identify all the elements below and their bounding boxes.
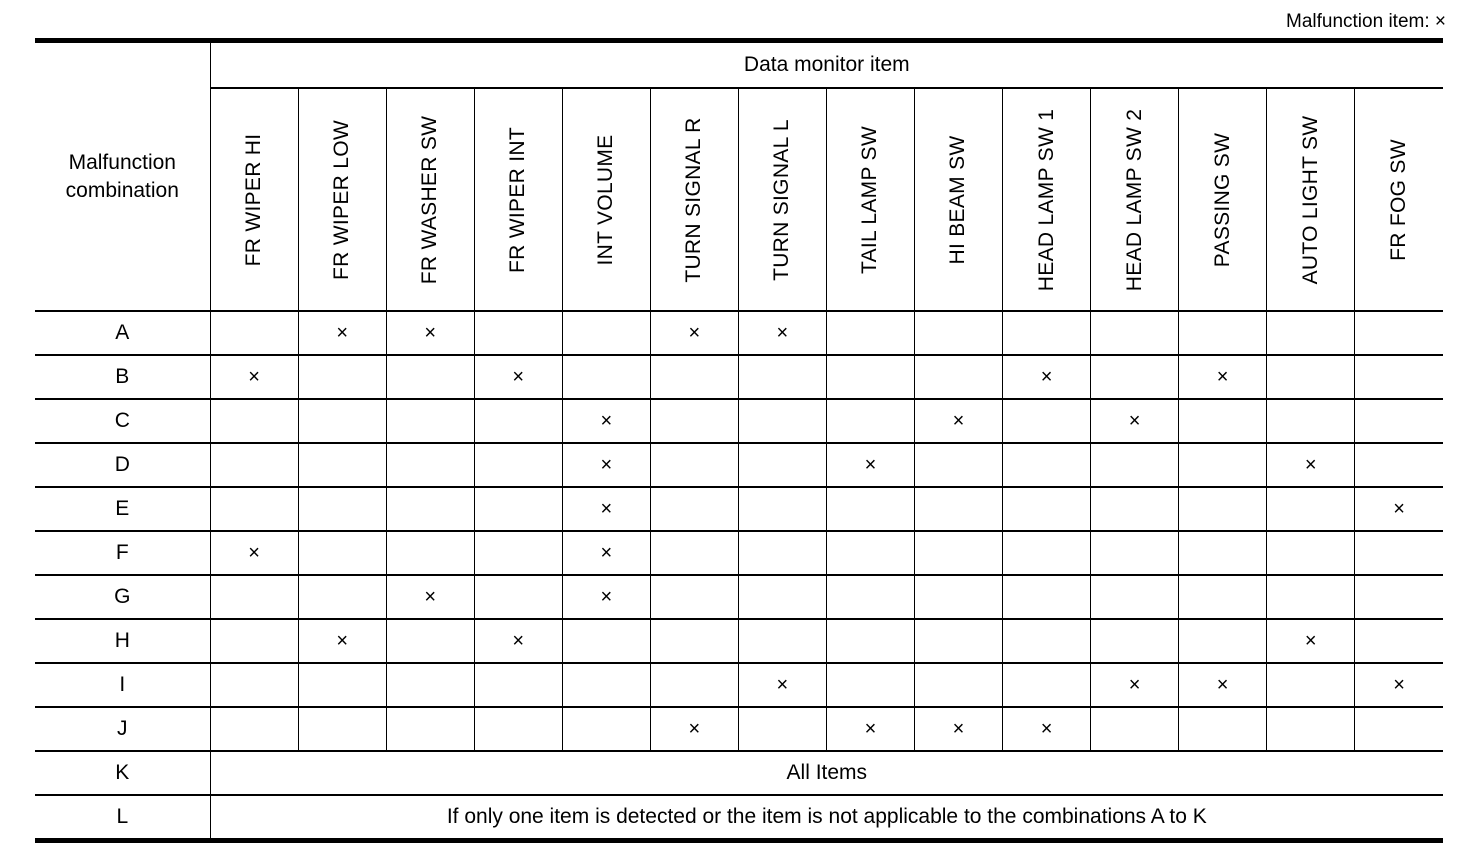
column-header	[914, 88, 1002, 311]
table-row	[35, 443, 1443, 487]
header-row-group	[35, 41, 1443, 89]
column-header-label: FR WIPER LOW	[330, 119, 354, 280]
table-cell	[562, 443, 650, 487]
column-header-label: HEAD LAMP SW 1	[1034, 108, 1058, 291]
table-cell	[1355, 663, 1443, 707]
table-cell	[826, 619, 914, 663]
table-cell	[650, 399, 738, 443]
table-cell	[1179, 487, 1267, 531]
table-cell	[562, 707, 650, 751]
malfunction-mark: ×	[776, 674, 789, 696]
table-cell	[650, 531, 738, 575]
column-header	[1179, 88, 1267, 311]
table-row	[35, 399, 1443, 443]
table-cell	[914, 619, 1002, 663]
table-cell	[650, 355, 738, 399]
column-header-label: TURN SIGNAL R	[682, 116, 706, 283]
table-cell	[650, 619, 738, 663]
table-cell	[826, 487, 914, 531]
column-header	[1355, 88, 1443, 311]
malfunction-mark: ×	[1216, 366, 1229, 388]
table-cell	[826, 311, 914, 355]
malfunction-mark: ×	[1304, 630, 1317, 652]
malfunction-mark: ×	[600, 498, 613, 520]
table-cell	[914, 663, 1002, 707]
table-cell	[826, 443, 914, 487]
table-cell	[1267, 531, 1355, 575]
column-header	[562, 88, 650, 311]
malfunction-mark: ×	[1393, 674, 1405, 696]
table-cell	[1179, 355, 1267, 399]
table-cell	[474, 487, 562, 531]
malfunction-mark: ×	[1216, 674, 1229, 696]
table-cell	[914, 531, 1002, 575]
row-label: I	[35, 663, 210, 707]
column-header-label: TURN SIGNAL L	[770, 118, 794, 281]
table-cell	[298, 663, 386, 707]
table-cell	[386, 663, 474, 707]
table-cell	[1179, 531, 1267, 575]
table-cell	[210, 619, 298, 663]
table-cell	[1091, 399, 1179, 443]
table-cell	[1091, 663, 1179, 707]
table-cell	[738, 707, 826, 751]
table-cell	[562, 311, 650, 355]
malfunction-mark: ×	[600, 454, 613, 476]
table-cell	[1003, 399, 1091, 443]
span-cell: All Items	[210, 751, 1443, 795]
table-cell	[210, 443, 298, 487]
malfunction-mark: ×	[600, 410, 613, 432]
malfunction-mark: ×	[864, 454, 877, 476]
malfunction-mark: ×	[1393, 498, 1405, 520]
group-header: Data monitor item	[210, 41, 1443, 89]
table-cell	[650, 575, 738, 619]
row-label: G	[35, 575, 210, 619]
column-header	[738, 88, 826, 311]
malfunction-mark: ×	[512, 630, 525, 652]
table-cell	[1355, 487, 1443, 531]
table-cell	[1091, 355, 1179, 399]
table-cell	[298, 707, 386, 751]
table-cell	[1355, 531, 1443, 575]
table-cell	[1179, 575, 1267, 619]
table-cell	[1091, 487, 1179, 531]
table-cell	[738, 399, 826, 443]
table-cell	[562, 531, 650, 575]
table-cell	[298, 531, 386, 575]
table-cell	[474, 531, 562, 575]
table-cell	[738, 531, 826, 575]
table-cell	[1003, 619, 1091, 663]
table-cell	[1091, 619, 1179, 663]
table-cell	[298, 399, 386, 443]
table-cell	[1003, 311, 1091, 355]
table-cell	[650, 311, 738, 355]
table-cell	[298, 487, 386, 531]
table-cell	[1003, 575, 1091, 619]
column-header	[474, 88, 562, 311]
corner-label: Malfunction combination	[65, 150, 179, 202]
table-cell	[826, 531, 914, 575]
column-header-label: FR WIPER HI	[242, 133, 266, 266]
table-cell	[1091, 707, 1179, 751]
malfunction-mark: ×	[776, 322, 789, 344]
table-cell	[298, 311, 386, 355]
table-cell	[826, 575, 914, 619]
table-cell	[826, 399, 914, 443]
table-cell	[474, 619, 562, 663]
table-cell	[914, 399, 1002, 443]
column-header-label: TAIL LAMP SW	[858, 125, 882, 274]
table-cell	[386, 487, 474, 531]
table-cell	[298, 575, 386, 619]
table-cell	[386, 399, 474, 443]
malfunction-mark: ×	[1304, 454, 1317, 476]
row-label: D	[35, 443, 210, 487]
table-cell	[914, 487, 1002, 531]
table-cell	[1179, 311, 1267, 355]
table-cell	[386, 575, 474, 619]
malfunction-mark: ×	[952, 410, 965, 432]
table-cell	[210, 355, 298, 399]
table-cell	[1267, 619, 1355, 663]
table-cell	[650, 443, 738, 487]
table-cell	[386, 311, 474, 355]
table-cell	[562, 487, 650, 531]
table-cell	[1091, 575, 1179, 619]
column-header	[1003, 88, 1091, 311]
column-header-label: PASSING SW	[1210, 132, 1234, 267]
table-cell	[474, 311, 562, 355]
table-cell	[474, 443, 562, 487]
table-cell	[1267, 707, 1355, 751]
table-cell	[386, 707, 474, 751]
table-cell	[826, 663, 914, 707]
table-cell	[914, 443, 1002, 487]
malfunction-mark: ×	[1128, 410, 1141, 432]
table-body	[35, 311, 1443, 841]
table-cell	[210, 311, 298, 355]
table-cell	[1355, 575, 1443, 619]
row-label: J	[35, 707, 210, 751]
column-header	[1267, 88, 1355, 311]
table-cell	[650, 707, 738, 751]
malfunction-mark: ×	[1040, 718, 1053, 740]
table-cell	[738, 443, 826, 487]
legend: Malfunction item: ×	[1286, 11, 1446, 32]
table-cell	[1003, 663, 1091, 707]
table-cell	[210, 531, 298, 575]
malfunction-mark: ×	[424, 586, 437, 608]
malfunction-mark: ×	[688, 322, 701, 344]
malfunction-mark: ×	[1040, 366, 1053, 388]
table-row	[35, 795, 1443, 841]
table-cell	[1267, 311, 1355, 355]
table-row	[35, 311, 1443, 355]
column-header-label: FR WIPER INT	[506, 126, 530, 273]
table-cell	[562, 355, 650, 399]
table-cell	[650, 487, 738, 531]
column-header-label: HEAD LAMP SW 2	[1122, 108, 1146, 291]
table-row	[35, 575, 1443, 619]
row-label: K	[35, 751, 210, 795]
table-cell	[562, 663, 650, 707]
corner-header	[35, 41, 210, 312]
table-cell	[1355, 619, 1443, 663]
column-header-row	[35, 88, 1443, 311]
table-row	[35, 619, 1443, 663]
table-row	[35, 487, 1443, 531]
table-cell	[386, 619, 474, 663]
table-cell	[562, 399, 650, 443]
row-label: H	[35, 619, 210, 663]
table-cell	[1179, 619, 1267, 663]
table-cell	[826, 707, 914, 751]
table-row	[35, 663, 1443, 707]
row-label: C	[35, 399, 210, 443]
column-header-label: INT VOLUME	[594, 134, 618, 265]
table-cell	[298, 443, 386, 487]
malfunction-mark: ×	[336, 630, 348, 652]
table-cell	[1267, 575, 1355, 619]
table-cell	[1179, 707, 1267, 751]
malfunction-mark: ×	[512, 366, 525, 388]
malfunction-mark: ×	[600, 586, 613, 608]
table-cell	[386, 531, 474, 575]
malfunction-mark: ×	[864, 718, 877, 740]
table-cell	[562, 619, 650, 663]
table-row	[35, 355, 1443, 399]
table-cell	[738, 355, 826, 399]
table-cell	[1179, 443, 1267, 487]
table-cell	[474, 355, 562, 399]
table-cell	[1179, 663, 1267, 707]
row-label: E	[35, 487, 210, 531]
table-cell	[1355, 355, 1443, 399]
column-header	[1091, 88, 1179, 311]
table-cell	[914, 311, 1002, 355]
table-cell	[650, 663, 738, 707]
span-cell: If only one item is detected or the item is not applicable to the combinations A to K	[210, 795, 1443, 841]
table-cell	[1267, 399, 1355, 443]
table-row	[35, 531, 1443, 575]
table-cell	[210, 663, 298, 707]
table-cell	[474, 575, 562, 619]
column-header-label: HI BEAM SW	[946, 134, 970, 265]
row-label: B	[35, 355, 210, 399]
table-cell	[1355, 399, 1443, 443]
malfunction-mark: ×	[336, 322, 348, 344]
malfunction-mark: ×	[1128, 674, 1141, 696]
table-cell	[474, 707, 562, 751]
table-cell	[1179, 399, 1267, 443]
column-header	[210, 88, 298, 311]
table-cell	[914, 355, 1002, 399]
table-cell	[1003, 487, 1091, 531]
column-header-label: AUTO LIGHT SW	[1298, 115, 1322, 284]
table-cell	[1267, 487, 1355, 531]
table-cell	[1003, 531, 1091, 575]
table-cell	[474, 663, 562, 707]
table-cell	[1355, 443, 1443, 487]
table-cell	[1267, 443, 1355, 487]
table-cell	[386, 443, 474, 487]
column-header	[650, 88, 738, 311]
table-cell	[1003, 707, 1091, 751]
table-cell	[1091, 443, 1179, 487]
row-label: L	[35, 795, 210, 841]
malfunction-mark: ×	[952, 718, 965, 740]
table-cell	[1091, 311, 1179, 355]
table-row	[35, 707, 1443, 751]
column-header	[298, 88, 386, 311]
malfunction-table	[35, 38, 1443, 843]
table-cell	[562, 575, 650, 619]
column-header-label: FR WASHER SW	[418, 115, 442, 284]
table-cell	[738, 575, 826, 619]
table-cell	[298, 619, 386, 663]
table-cell	[1267, 663, 1355, 707]
table-row	[35, 751, 1443, 795]
malfunction-mark: ×	[424, 322, 437, 344]
table-cell	[914, 575, 1002, 619]
table-cell	[1003, 443, 1091, 487]
table-cell	[826, 355, 914, 399]
column-header	[386, 88, 474, 311]
table-cell	[738, 311, 826, 355]
table-cell	[1355, 311, 1443, 355]
table-cell	[210, 575, 298, 619]
table-cell	[1267, 355, 1355, 399]
table-cell	[210, 399, 298, 443]
table-cell	[1003, 355, 1091, 399]
table-cell	[738, 619, 826, 663]
table-cell	[914, 707, 1002, 751]
table-cell	[1355, 707, 1443, 751]
malfunction-mark: ×	[248, 366, 260, 388]
column-header	[826, 88, 914, 311]
row-label: A	[35, 311, 210, 355]
malfunction-mark: ×	[600, 542, 613, 564]
table-cell	[298, 355, 386, 399]
table-cell	[210, 707, 298, 751]
table-cell	[738, 487, 826, 531]
row-label: F	[35, 531, 210, 575]
table-cell	[474, 399, 562, 443]
table-cell	[386, 355, 474, 399]
malfunction-mark: ×	[688, 718, 701, 740]
table-cell	[738, 663, 826, 707]
table-cell	[1091, 531, 1179, 575]
column-header-label: FR FOG SW	[1387, 138, 1411, 261]
table-cell	[210, 487, 298, 531]
malfunction-mark: ×	[248, 542, 260, 564]
